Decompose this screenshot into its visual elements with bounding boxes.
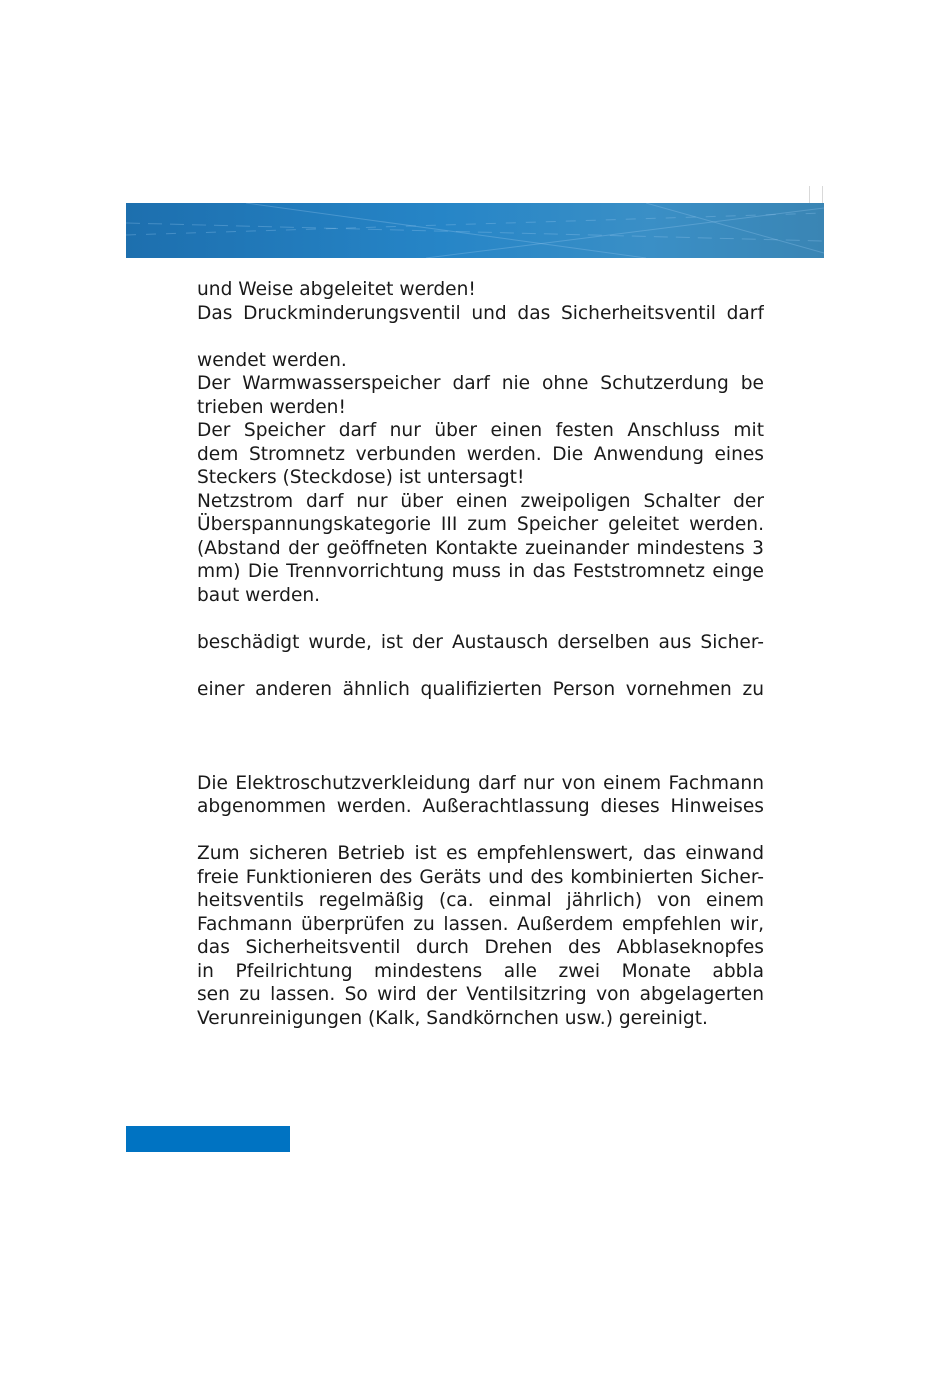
- blank-line: [197, 607, 764, 631]
- text-line: mm) Die Trennvorrichtung muss in das Feststromnetz einge: [197, 561, 764, 582]
- text-line: baut werden.: [197, 584, 321, 606]
- blank-line: [197, 654, 764, 678]
- text-line: Zum sicheren Betrieb ist es empfehlenswert, das einwand: [197, 843, 764, 864]
- text-line: (Abstand der geöffneten Kontakte zueinander mindestens 3: [197, 537, 764, 559]
- text-line: Das Druckminderungsventil und das Sicherheitsventil darf: [197, 302, 764, 324]
- text-line: abgenommen werden. Außerachtlassung dieses Hinweises: [197, 796, 764, 817]
- text-line: Steckers (Steckdose) ist untersagt!: [197, 467, 525, 488]
- text-line: Fachmann überprüfen zu lassen. Außerdem empfehlen wir,: [197, 913, 764, 935]
- text-line: und Weise abgeleitet werden!: [197, 279, 476, 300]
- text-line: dem Stromnetz verbunden werden. Die Anwendung eines: [197, 443, 764, 465]
- text-line: in Pfeilrichtung mindestens alle zwei Monate abbla: [197, 960, 764, 982]
- header-decorative-band: [126, 203, 824, 258]
- blank-line: [197, 725, 764, 749]
- blank-line: [197, 325, 764, 349]
- text-line: einer anderen ähnlich qualifizierten Person vornehmen zu: [197, 678, 764, 700]
- footer-color-bar: [126, 1126, 290, 1152]
- blank-line: [197, 819, 764, 843]
- text-line: Der Speicher darf nur über einen festen Anschluss mit: [197, 420, 764, 441]
- text-line: trieben werden!: [197, 396, 346, 418]
- text-line: Der Warmwasserspeicher darf nie ohne Schutzerdung be: [197, 373, 764, 394]
- blank-line: [197, 748, 764, 772]
- text-line: sen zu lassen. So wird der Ventilsitzring von abgelagerten: [197, 984, 764, 1005]
- text-line: Netzstrom darf nur über einen zweipoligen Schalter der: [197, 490, 764, 512]
- text-line: wendet werden.: [197, 349, 347, 371]
- text-line: Die Elektroschutzverkleidung darf nur von einem Fachmann: [197, 772, 764, 794]
- blank-line: [197, 701, 764, 725]
- header-pattern: [126, 203, 824, 258]
- text-line: beschädigt wurde, ist der Austausch derselben aus Sicher-: [197, 631, 764, 653]
- warning-text-block: [197, 278, 764, 1030]
- text-line: freie Funktionieren des Geräts und des kombinierten Sicher-: [197, 866, 764, 888]
- text-line: heitsventils regelmäßig (ca. einmal jährlich) von einem: [197, 890, 764, 911]
- text-line: Verunreinigungen (Kalk, Sandkörnchen usw.) gereinigt.: [197, 1007, 708, 1029]
- text-line: das Sicherheitsventil durch Drehen des Abblaseknopfes: [197, 937, 764, 958]
- text-line: Überspannungskategorie III zum Speicher geleitet werden.: [197, 514, 764, 535]
